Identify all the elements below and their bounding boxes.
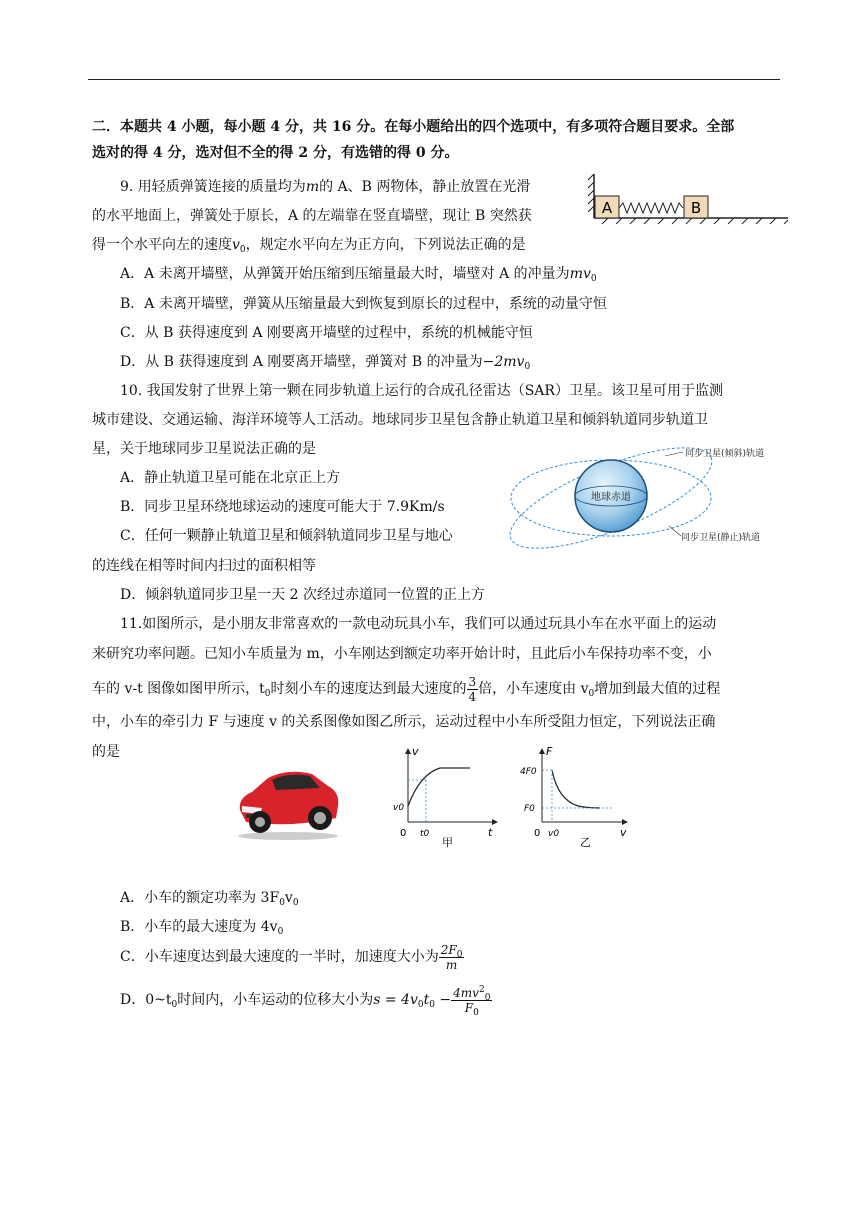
q10-option-c-cont: 的连线在相等时间内扫过的面积相等 bbox=[92, 558, 316, 574]
graph2-y-tick-top: 4F0 bbox=[520, 767, 537, 777]
q9-option-a-expr: mv bbox=[569, 266, 591, 282]
q9-text: 的 A、B 两物体，静止放置在光滑 bbox=[319, 179, 531, 195]
fraction-denominator bbox=[439, 958, 465, 972]
q11-line4: 中，小车的牵引力 F 与速度 v 的关系图像如图乙所示，运动过程中小车所受阻力恒定，下列说法正确 bbox=[92, 714, 716, 730]
q10-option-b: B．同步卫星环绕地球运动的速度可能大于 7.9Km/s bbox=[120, 499, 445, 515]
q9-figure-spring-blocks bbox=[588, 170, 792, 226]
q11-option-c-text: C．小车速度达到最大速度的一半时，加速度大小为 bbox=[120, 949, 439, 965]
graph2-y-label: F bbox=[546, 745, 553, 758]
section-heading: 二．本题共 4 小题，每小题 4 分，共 16 分。在每小题给出的四个选项中，有多项符合题目要求。全部 bbox=[92, 119, 735, 135]
frac-num-sub: 0 bbox=[456, 949, 463, 960]
q11-option-a-sub: 0 bbox=[292, 898, 299, 908]
q11-option-a-sub: 0 bbox=[279, 898, 285, 908]
q11-option-d-minus: − bbox=[434, 992, 452, 1008]
q11-option-a-v: v bbox=[284, 890, 293, 906]
q11-option-d-expr: t bbox=[423, 992, 430, 1008]
graph2-caption: 乙 bbox=[580, 836, 591, 848]
graph1-y-tick: v0 bbox=[393, 803, 405, 813]
q9-option-d-text: D．从 B 获得速度到 A 刚要离开墙壁，弹簧对 B 的冲量为 bbox=[120, 354, 483, 370]
q11-option-d-sub: 0 bbox=[429, 1000, 435, 1010]
graph2-curve bbox=[552, 770, 600, 808]
graph2-x-arrow bbox=[622, 819, 628, 825]
q9-text: ，规定水平向左为正方向，下列说法正确的是 bbox=[245, 237, 526, 253]
q9-line2: 的水平地面上，弹簧处于原长，A 的左端靠在竖直墙壁，现让 B 突然获 bbox=[92, 208, 532, 224]
graph2-origin: 0 bbox=[534, 828, 541, 839]
q9-option-b: B．A 未离开墙壁，弹簧从压缩量最大到恢复到原长的过程中，系统的动量守恒 bbox=[120, 296, 607, 312]
q9-option-d bbox=[120, 352, 530, 372]
graph1-x-arrow bbox=[492, 819, 498, 825]
q9-option-d-expr: −2mv bbox=[482, 354, 525, 370]
section-heading-cont: 选对的得 4 分，选对但不全的得 2 分，有选错的得 0 分。 bbox=[92, 145, 459, 161]
q11-line5: 的是 bbox=[92, 744, 120, 760]
frac-num-text: 2F bbox=[440, 942, 457, 957]
q11-option-b-text: B．小车的最大速度为 4v bbox=[120, 919, 278, 935]
fraction-denominator bbox=[451, 1000, 492, 1018]
block-b-label: B bbox=[690, 199, 702, 217]
graph-f-v bbox=[518, 744, 634, 848]
q9-option-a-sub: 0 bbox=[590, 274, 597, 284]
label-static-orbit: 同步卫星(静止)轨道 bbox=[681, 533, 761, 543]
q9-mass-symbol: m bbox=[305, 179, 320, 195]
q11-option-d-text: D．0~t bbox=[120, 992, 172, 1008]
q11-option-d-expr: s = 4v bbox=[373, 992, 418, 1008]
ground-hatch bbox=[602, 218, 788, 224]
graph2-x-tick: v0 bbox=[548, 829, 560, 839]
q9-velocity-symbol: v bbox=[232, 237, 240, 253]
graph1-x-tick: t0 bbox=[420, 829, 430, 839]
q11-option-d bbox=[120, 982, 492, 1018]
q10-option-c: C．任何一颗静止轨道卫星和倾斜轨道同步卫星与地心 bbox=[120, 528, 453, 544]
graph1-curve bbox=[408, 768, 470, 806]
q11-option-d-fraction bbox=[451, 984, 492, 1018]
q11-option-a bbox=[120, 888, 299, 908]
frac-num-sub: 0 bbox=[484, 992, 491, 1003]
graph2-y-arrow bbox=[539, 748, 545, 754]
q10-option-a: A．静止轨道卫星可能在北京正上方 bbox=[120, 470, 341, 486]
q10-option-d: D．倾斜轨道同步卫星一天 2 次经过赤道同一位置的正上方 bbox=[120, 587, 486, 603]
q11-sub: 0 bbox=[264, 689, 271, 699]
graph1-x-label: t bbox=[488, 826, 493, 839]
q11-option-b-sub: 0 bbox=[277, 927, 284, 937]
q11-text: 时刻小车的速度达到最大速度的 bbox=[270, 681, 467, 697]
q11-option-d-sub: 0 bbox=[171, 1000, 178, 1010]
graph1-y-label: v bbox=[412, 745, 419, 758]
graph1-y-arrow bbox=[405, 748, 411, 754]
toy-car-image bbox=[232, 762, 344, 842]
q11-fraction bbox=[467, 675, 479, 704]
q9-option-a bbox=[120, 264, 597, 284]
q10-line2: 城市建设、交通运输、海洋环境等人工活动。地球同步卫星包含静止轨道卫星和倾斜轨道同步轨道卫 bbox=[92, 412, 708, 428]
q11-line1: 11.如图所示，是小朋友非常喜欢的一款电动玩具小车，我们可以通过玩具小车在水平面上的运动 bbox=[120, 616, 717, 632]
q11-option-d-sub: 0 bbox=[417, 1000, 424, 1010]
fraction-numerator bbox=[439, 943, 465, 958]
fraction-numerator bbox=[451, 986, 492, 1001]
car-hub-rear bbox=[314, 812, 326, 824]
leader-incline bbox=[665, 452, 683, 456]
q11-option-a-text: A．小车的额定功率为 3F bbox=[120, 890, 280, 906]
block-a-label: A bbox=[601, 199, 613, 217]
q11-option-c bbox=[120, 940, 464, 974]
q11-sub: 0 bbox=[588, 689, 595, 699]
q11-option-c-fraction bbox=[439, 943, 465, 972]
graph2-y-tick-low: F0 bbox=[524, 804, 535, 814]
q11-line2: 来研究功率问题。已知小车质量为 m，小车刚达到额定功率开始计时，且此后小车保持功率不变，小 bbox=[92, 646, 712, 662]
q11-text: 增加到最大值的过程 bbox=[594, 681, 721, 697]
wall-hatch bbox=[588, 174, 594, 212]
q11-option-b bbox=[120, 917, 283, 937]
q9-text: 9. 用轻质弹簧连接的质量均为 bbox=[120, 179, 306, 195]
q9-option-c: C．从 B 获得速度到 A 刚要离开墙壁的过程中，系统的机械能守恒 bbox=[120, 325, 533, 341]
graph-v-t bbox=[392, 744, 502, 848]
q9-option-a-text: A．A 未离开墙壁，从弹簧开始压缩到压缩量最大时，墙壁对 A 的冲量为 bbox=[120, 266, 570, 282]
car-shadow bbox=[238, 832, 338, 840]
q11-line3 bbox=[92, 674, 720, 704]
frac-den-text: m bbox=[445, 957, 458, 972]
q9-line1 bbox=[120, 177, 530, 197]
q9-line3 bbox=[92, 235, 526, 255]
header-rule bbox=[88, 79, 780, 80]
graph1-origin: 0 bbox=[400, 828, 407, 839]
fraction-numerator: 3 bbox=[468, 674, 477, 689]
label-incline-orbit: 同步卫星(倾斜)轨道 bbox=[685, 449, 765, 459]
q10-line1: 10. 我国发射了世界上第一颗在同步轨道上运行的合成孔径雷达（SAR）卫星。该卫星可用于监测 bbox=[120, 383, 723, 399]
frac-den-sub: 0 bbox=[473, 1007, 479, 1018]
q9-text: 得一个水平向左的速度 bbox=[92, 237, 232, 253]
q11-option-d-text: 时间内，小车运动的位移大小为 bbox=[177, 992, 374, 1008]
q9-sub: 0 bbox=[239, 245, 246, 255]
q9-option-d-sub: 0 bbox=[524, 362, 531, 372]
spring bbox=[619, 203, 683, 213]
q11-text: 倍，小车速度由 v bbox=[478, 681, 589, 697]
label-equator: 地球赤道 bbox=[591, 492, 631, 503]
car-hub-front bbox=[255, 817, 265, 827]
q10-figure-orbits bbox=[505, 440, 805, 580]
graph1-caption: 甲 bbox=[442, 836, 453, 848]
leader-static bbox=[669, 526, 681, 536]
q10-line3: 星，关于地球同步卫星说法正确的是 bbox=[92, 441, 316, 457]
graph2-x-label: v bbox=[620, 826, 627, 839]
q11-text: 车的 v-t 图像如图甲所示，t bbox=[92, 681, 265, 697]
frac-num-sup: 2 bbox=[478, 984, 485, 995]
frac-den-text: F bbox=[464, 1000, 474, 1015]
fraction-denominator: 4 bbox=[468, 689, 477, 704]
frac-num-text: 4mv bbox=[453, 985, 479, 1000]
